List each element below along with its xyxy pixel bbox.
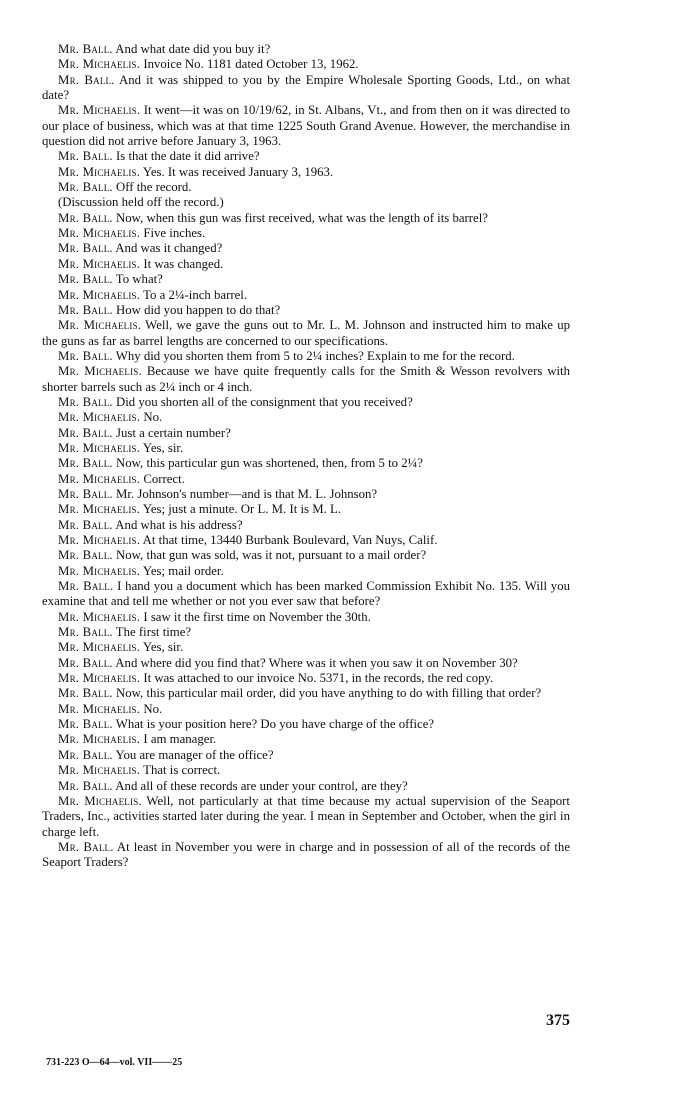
speaker-name: Mr. Michaelis. — [58, 533, 141, 547]
speaker-name: Mr. Ball. — [58, 149, 113, 164]
transcript-paragraph — [42, 564, 570, 579]
speech-text: Because we have quite frequently calls for the Smith & Wesson revolvers with shorter barrels such as 2¼ inch or 4 inch. — [42, 364, 571, 394]
transcript-paragraph — [42, 610, 570, 625]
speaker-name: Mr. Ball. — [58, 180, 113, 195]
speech-text: Yes, sir. — [140, 640, 184, 655]
transcript-paragraph — [42, 548, 570, 563]
transcript-paragraph — [42, 349, 570, 364]
speaker-name: Mr. Ball. — [58, 839, 114, 854]
speech-text: What is your position here? Do you have charge of the office? — [112, 717, 435, 732]
speech-text: I am manager. — [140, 732, 217, 747]
speech-text: And where did you find that? Where was it when you saw it on November 30? — [112, 655, 518, 670]
speech-text: And all of these records are under your control, are they? — [112, 778, 408, 793]
transcript-paragraph — [42, 533, 570, 548]
transcript-paragraph — [42, 303, 570, 318]
transcript-paragraph — [42, 318, 570, 349]
transcript-paragraph — [42, 364, 570, 395]
transcript-paragraph — [42, 502, 570, 517]
transcript-paragraph — [42, 671, 570, 686]
speaker-name: Mr. Ball. — [58, 302, 113, 317]
speech-text: Yes; just a minute. Or L. M. It is M. L. — [140, 502, 342, 517]
speaker-name: Mr. Michaelis. — [58, 57, 141, 72]
speaker-name: Mr. Ball. — [58, 579, 114, 594]
speaker-name: Mr. Ball. — [58, 548, 113, 563]
speech-text: And it was shipped to you by the Empire Wholesale Sporting Goods, Ltd., on what date? — [42, 72, 570, 103]
transcript-paragraph — [42, 426, 570, 441]
speech-text: Yes, sir. — [140, 440, 184, 455]
speaker-name: Mr. Michaelis. — [58, 226, 141, 241]
speech-text: That is correct. — [140, 763, 221, 778]
speech-text: Now, when this gun was first received, what was the length of its barrel? — [112, 210, 488, 225]
transcript-paragraph — [42, 625, 570, 640]
speaker-name: Mr. Michaelis. — [58, 256, 141, 271]
transcript-paragraph — [42, 518, 570, 533]
speaker-name: Mr. Michaelis. — [58, 671, 141, 686]
transcript-paragraph — [42, 779, 570, 794]
speech-text: (Discussion held off the record.) — [58, 195, 224, 210]
speech-text: No. — [140, 410, 163, 425]
speech-text: Well, we gave the guns out to Mr. L. M. Johnson and instructed him to make up the guns as far as barrel lengths are concerned to our specifications. — [42, 318, 570, 348]
speech-text: At least in November you were in charge and in possession of all of the records of the Seaport Traders? — [42, 839, 570, 870]
speaker-name: Mr. Michaelis. — [58, 732, 141, 747]
speaker-name: Mr. Michaelis. — [58, 410, 141, 425]
transcript-paragraph — [42, 472, 570, 487]
speaker-name: Mr. Ball. — [58, 686, 113, 701]
transcript-paragraph — [42, 42, 570, 57]
speech-text: And was it changed? — [112, 241, 223, 256]
footer-reference: 731-223 O—64—vol. VII——25 — [46, 1057, 183, 1068]
transcript-paragraph — [42, 656, 570, 671]
speech-text: Now, this particular mail order, did you have anything to do with filling that order? — [112, 686, 542, 701]
speech-text: Off the record. — [112, 180, 192, 195]
page-number: 375 — [546, 1012, 570, 1029]
speaker-name: Mr. Ball. — [58, 486, 113, 501]
transcript-paragraph — [42, 103, 570, 149]
speech-text: You are manager of the office? — [112, 747, 274, 762]
speaker-name: Mr. Michaelis. — [58, 701, 141, 716]
transcript-paragraph — [42, 241, 570, 256]
speaker-name: Mr. Ball. — [58, 747, 113, 762]
speaker-name: Mr. Ball. — [58, 778, 113, 793]
transcript-paragraph — [42, 794, 570, 840]
speaker-name: Mr. Michaelis. — [58, 471, 141, 486]
speaker-name: Mr. Michaelis. — [58, 164, 141, 179]
speech-text: The first time? — [112, 625, 192, 640]
speaker-name: Mr. Ball. — [58, 42, 113, 56]
transcript-paragraph — [42, 57, 570, 72]
transcript-paragraph — [42, 395, 570, 410]
transcript-paragraph — [42, 640, 570, 655]
speech-text: Why did you shorten them from 5 to 2¼ inches? Explain to me for the record. — [112, 348, 515, 363]
speaker-name: Mr. Michaelis. — [58, 287, 141, 302]
transcript-paragraph — [42, 441, 570, 456]
transcript-paragraph — [42, 226, 570, 241]
speech-text: How did you happen to do that? — [112, 302, 281, 317]
speaker-name: Mr. Ball. — [58, 394, 113, 409]
speech-text: Is that the date it did arrive? — [112, 149, 260, 164]
speech-text: It went—it was on 10/19/62, in St. Albans, Vt., and from then on it was directed to our place of business, which was at that time 1225 South Grand Avenue. However, the merchandise in question did not arrive before January 3, 1963. — [42, 103, 571, 149]
speech-text: Just a certain number? — [112, 425, 231, 440]
speech-text: Mr. Johnson's number—and is that M. L. Johnson? — [112, 486, 378, 501]
speaker-name: Mr. Michaelis. — [58, 640, 141, 655]
speech-text: Invoice No. 1181 dated October 13, 1962. — [140, 57, 359, 72]
speaker-name: Mr. Michaelis. — [58, 609, 141, 624]
speech-text: To a 2¼-inch barrel. — [140, 287, 248, 302]
speaker-name: Mr. Ball. — [58, 210, 113, 225]
transcript-paragraph — [42, 702, 570, 717]
transcript-paragraph — [42, 211, 570, 226]
speaker-name: Mr. Ball. — [58, 272, 113, 287]
speaker-name: Mr. Ball. — [58, 456, 113, 471]
transcript-paragraph — [42, 732, 570, 747]
transcript-paragraph — [42, 686, 570, 701]
speech-text: It was changed. — [140, 256, 224, 271]
speaker-name: Mr. Michaelis. — [58, 793, 142, 808]
speaker-name: Mr. Ball. — [58, 517, 113, 532]
speech-text: At that time, 13440 Burbank Boulevard, Van Nuys, Calif. — [140, 533, 438, 547]
speech-text: Yes; mail order. — [140, 563, 224, 578]
speech-text: Correct. — [140, 471, 185, 486]
speech-text: And what date did you buy it? — [112, 42, 271, 56]
speaker-name: Mr. Ball. — [58, 241, 113, 256]
speech-text: To what? — [112, 272, 163, 287]
transcript-paragraph — [42, 195, 570, 210]
speaker-name: Mr. Michaelis. — [58, 502, 141, 517]
transcript-paragraph — [42, 257, 570, 272]
speech-text: And what is his address? — [112, 517, 243, 532]
transcript-paragraph — [42, 410, 570, 425]
speech-text: Five inches. — [140, 226, 206, 241]
speaker-name: Mr. Michaelis. — [58, 318, 142, 333]
speaker-name: Mr. Ball. — [58, 625, 113, 640]
speech-text: Well, not particularly at that time because my actual supervision of the Seaport Traders, Inc., activities started later during the year. I mean in September and October, when the girl in charge left. — [42, 793, 570, 839]
transcript-paragraph — [42, 763, 570, 778]
transcript-paragraph — [42, 840, 570, 871]
transcript-paragraph — [42, 180, 570, 195]
speaker-name: Mr. Michaelis. — [58, 563, 141, 578]
speaker-name: Mr. Ball. — [58, 717, 113, 732]
transcript-paragraph — [42, 456, 570, 471]
speaker-name: Mr. Ball. — [58, 655, 113, 670]
transcript-paragraph — [42, 288, 570, 303]
speech-text: Now, that gun was sold, was it not, pursuant to a mail order? — [112, 548, 427, 563]
speech-text: No. — [140, 701, 163, 716]
speaker-name: Mr. Ball. — [58, 348, 113, 363]
transcript-paragraph — [42, 272, 570, 287]
speaker-name: Mr. Ball. — [58, 425, 113, 440]
speech-text: Now, this particular gun was shortened, then, from 5 to 2¼? — [112, 456, 423, 471]
speech-text: Yes. It was received January 3, 1963. — [140, 164, 334, 179]
transcript-paragraph — [42, 579, 570, 610]
speaker-name: Mr. Michaelis. — [58, 364, 142, 379]
transcript-paragraph — [42, 149, 570, 164]
speech-text: I hand you a document which has been marked Commission Exhibit No. 135. Will you examine that and tell me whether or not you ever saw that before? — [42, 579, 570, 609]
speaker-name: Mr. Michaelis. — [58, 103, 141, 118]
transcript-paragraph — [42, 487, 570, 502]
speech-text: It was attached to our invoice No. 5371, in the records, the red copy. — [140, 671, 494, 686]
transcript-paragraph — [42, 165, 570, 180]
transcript-body — [42, 42, 570, 871]
transcript-paragraph — [42, 717, 570, 732]
speech-text: I saw it the first time on November the 30th. — [140, 609, 371, 624]
transcript-paragraph — [42, 73, 570, 104]
speech-text: Did you shorten all of the consignment that you received? — [112, 394, 413, 409]
speaker-name: Mr. Michaelis. — [58, 763, 141, 778]
speaker-name: Mr. Michaelis. — [58, 440, 141, 455]
speaker-name: Mr. Ball. — [58, 72, 115, 87]
transcript-paragraph — [42, 748, 570, 763]
